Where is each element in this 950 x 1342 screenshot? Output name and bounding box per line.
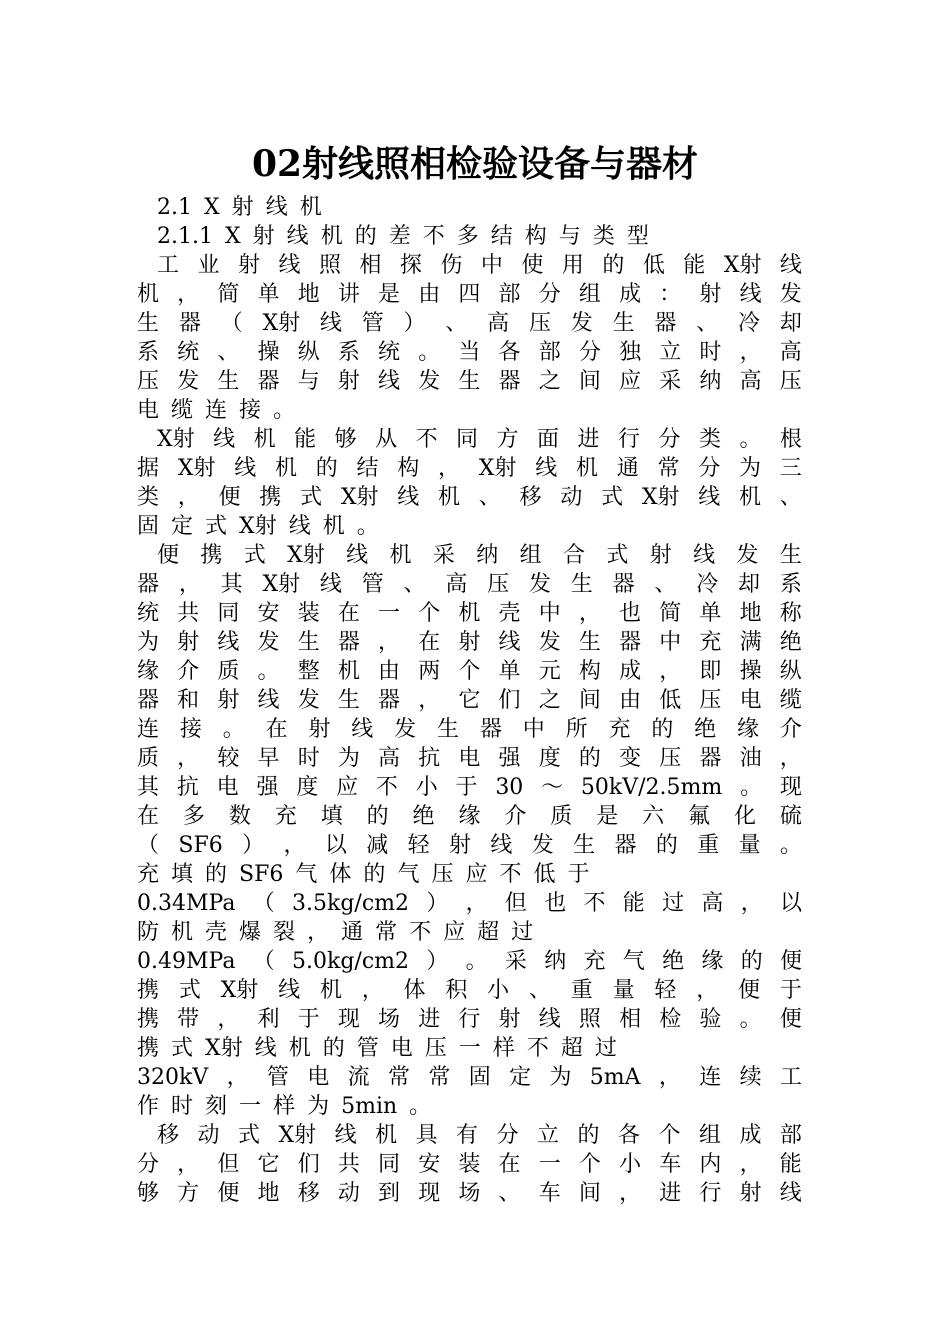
text-line: （ SF6 ） ， 以 减 轻 射 线 发 生 器 的 重 量 。 bbox=[137, 833, 802, 858]
text-line: 据 X射 线 机 的 结 构 ， X射 线 机 通 常 分 为 三 bbox=[137, 456, 802, 481]
text-line: 器 和 射 线 发 生 器 ， 它 们 之 间 由 低 压 电 缆 bbox=[137, 688, 802, 713]
text-line: 携 式 X射 线 机 ， 体 积 小 、 重 量 轻 ， 便 于 bbox=[137, 978, 802, 1003]
document-title: 02射线照相检验设备与器材 bbox=[251, 143, 699, 185]
text-line: 0.49MPa （ 5.0kg/cm2 ） 。 采 纳 充 气 绝 缘 的 便 bbox=[137, 949, 802, 974]
text-line: 工 业 射 线 照 相 探 伤 中 使 用 的 低 能 X射 线 bbox=[157, 253, 802, 278]
text-line: 机 ， 简 单 地 讲 是 由 四 部 分 组 成 ： 射 线 发 bbox=[137, 282, 802, 307]
text-line: 作 时 刻 一 样 为 5min 。 bbox=[137, 1094, 432, 1119]
text-line: 携 式 X射 线 机 的 管 电 压 一 样 不 超 过 bbox=[137, 1036, 617, 1061]
text-line: 便 携 式 X射 线 机 采 纳 组 合 式 射 线 发 生 bbox=[157, 543, 802, 568]
text-line: 防 机 壳 爆 裂 ， 通 常 不 应 超 过 bbox=[137, 920, 534, 945]
text-line: 移 动 式 X射 线 机 具 有 分 立 的 各 个 组 成 部 bbox=[157, 1123, 802, 1148]
text-line: 0.34MPa （ 3.5kg/cm2 ） ， 但 也 不 能 过 高 ， 以 bbox=[137, 891, 802, 916]
text-line: 携 带 ， 利 于 现 场 进 行 射 线 照 相 检 验 。 便 bbox=[137, 1007, 802, 1032]
text-line: 压 发 生 器 与 射 线 发 生 器 之 间 应 采 纳 高 压 bbox=[137, 369, 802, 394]
text-line: 在 多 数 充 填 的 绝 缘 介 质 是 六 氟 化 硫 bbox=[137, 804, 802, 829]
text-line: 连 接 。 在 射 线 发 生 器 中 所 充 的 绝 缘 介 bbox=[137, 717, 802, 742]
document-body bbox=[137, 193, 802, 1208]
text-line: 系 统 、 操 纵 系 统 。 当 各 部 分 独 立 时 ， 高 bbox=[137, 340, 802, 365]
text-line: 充 填 的 SF6 气 体 的 气 压 应 不 低 于 bbox=[137, 862, 590, 887]
text-line: 其 抗 电 强 度 应 不 小 于 30 ～ 50kV/2.5mm 。 现 bbox=[137, 775, 802, 800]
text-line: 为 射 线 发 生 器 ， 在 射 线 发 生 器 中 充 满 绝 bbox=[137, 630, 802, 655]
text-line: 2.1 X 射 线 机 bbox=[157, 195, 322, 220]
text-line: 统 共 同 安 装 在 一 个 机 壳 中 ， 也 简 单 地 称 bbox=[137, 601, 802, 626]
text-line: 质 ， 较 早 时 为 高 抗 电 强 度 的 变 压 器 油 ， bbox=[137, 746, 802, 771]
text-line: 生 器 （ X射 线 管 ） 、 高 压 发 生 器 、 冷 却 bbox=[137, 311, 802, 336]
text-line: 电 缆 连 接 。 bbox=[137, 398, 296, 423]
text-line: 类 ， 便 携 式 X射 线 机 、 移 动 式 X射 线 机 、 bbox=[137, 485, 802, 510]
text-line: 固 定 式 X射 线 机 。 bbox=[137, 514, 379, 539]
text-line: 分 ， 但 它 们 共 同 安 装 在 一 个 小 车 内 ， 能 bbox=[137, 1152, 802, 1177]
text-line: 够 方 便 地 移 动 到 现 场 、 车 间 ， 进 行 射 线 bbox=[137, 1181, 802, 1206]
text-line: 320kV ， 管 电 流 常 常 固 定 为 5mA ， 连 续 工 bbox=[137, 1065, 802, 1090]
text-line: 2.1.1 X 射 线 机 的 差 不 多 结 构 与 类 型 bbox=[157, 224, 649, 249]
text-line: X射 线 机 能 够 从 不 同 方 面 进 行 分 类 。 根 bbox=[157, 427, 802, 452]
text-line: 缘 介 质 。 整 机 由 两 个 单 元 构 成 ， 即 操 纵 bbox=[137, 659, 802, 684]
text-line: 器 ， 其 X射 线 管 、 高 压 发 生 器 、 冷 却 系 bbox=[137, 572, 802, 597]
